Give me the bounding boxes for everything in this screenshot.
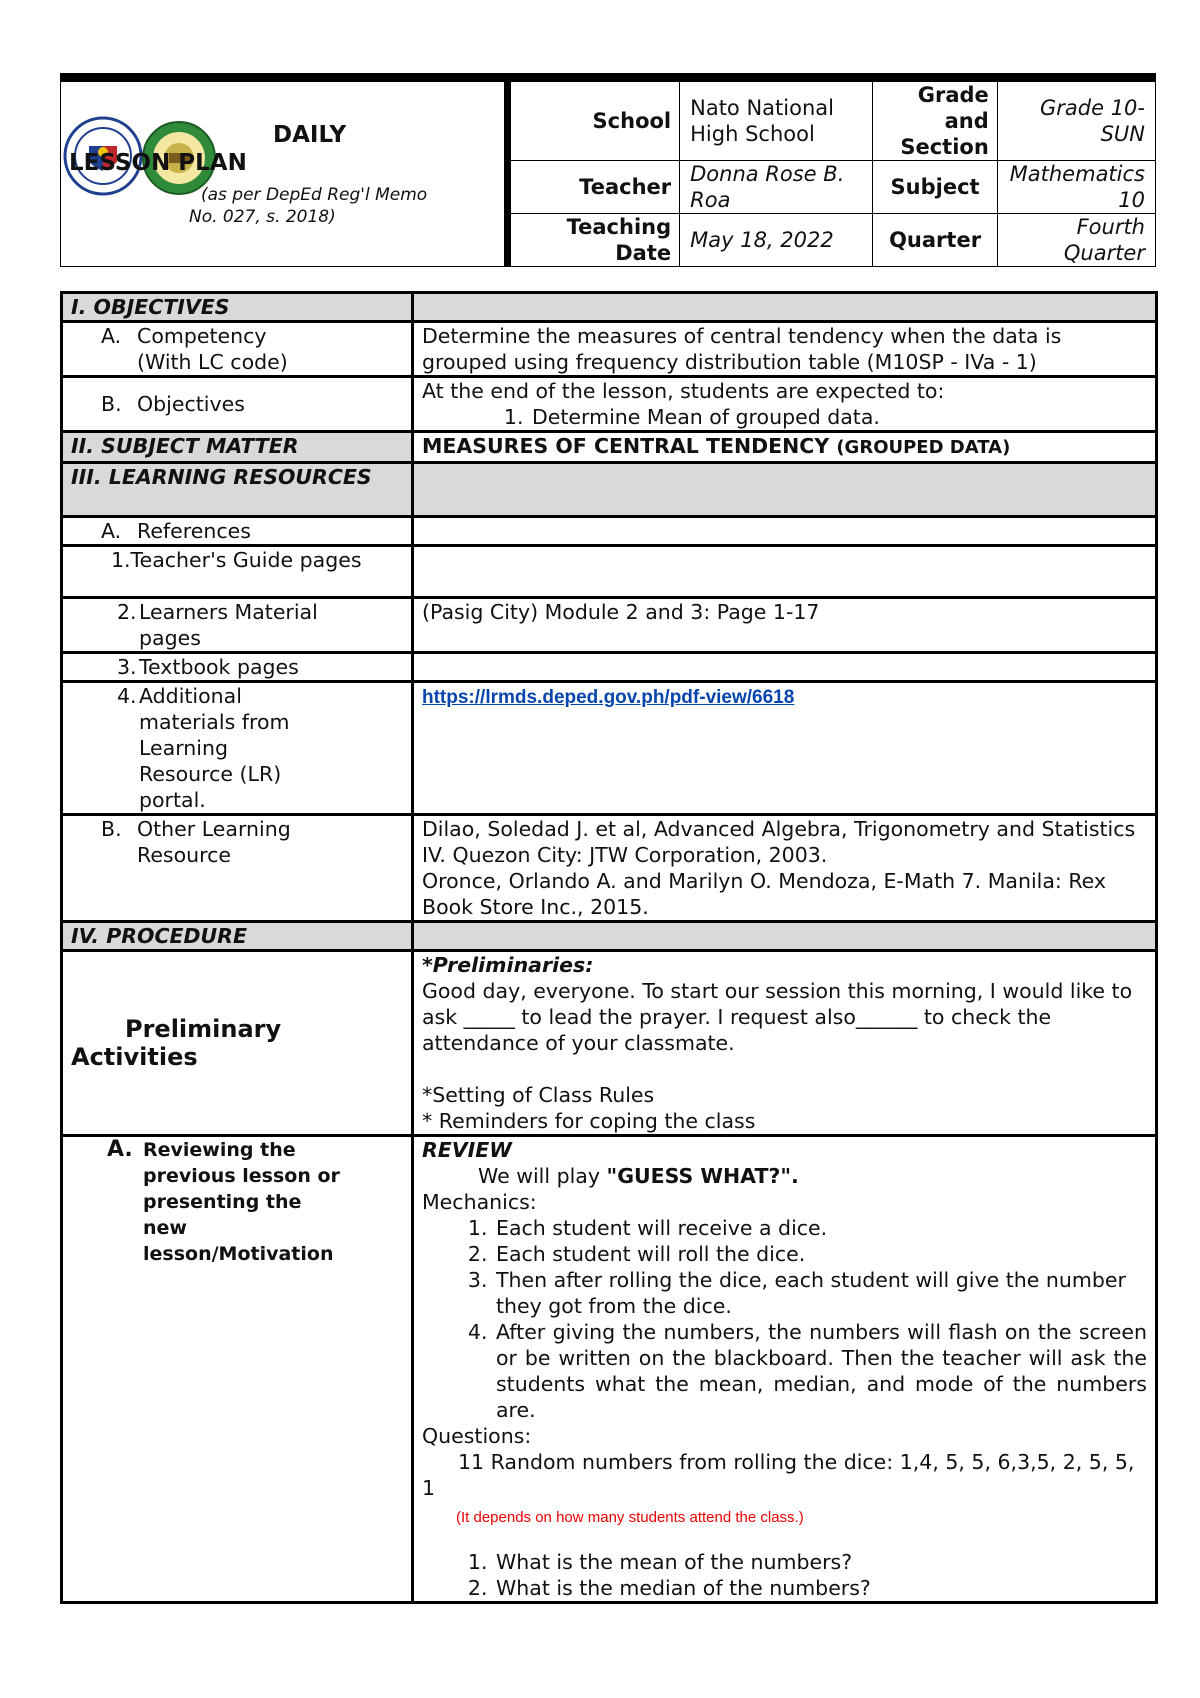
quarter-value: Fourth Quarter xyxy=(997,214,1155,267)
subject-value: Mathematics 10 xyxy=(997,161,1155,214)
memo-line2: No. 027, s. 2018) xyxy=(189,207,336,227)
competency-label: Competency (With LC code) xyxy=(137,324,288,374)
resources-heading: III. LEARNING RESOURCES xyxy=(62,463,413,517)
lr-portal-link[interactable]: https://lrmds.deped.gov.ph/pdf-view/6618 xyxy=(422,687,795,708)
am-marker: 4. xyxy=(117,684,137,708)
objectives-heading: I. OBJECTIVES xyxy=(62,293,413,322)
objectives-heading-fill xyxy=(413,293,1157,322)
header-table xyxy=(60,73,1156,267)
date-value: May 18, 2022 xyxy=(680,214,873,267)
tb-marker: 3. xyxy=(117,655,137,679)
objectives-marker: B. xyxy=(101,392,122,416)
tg-label: 1.Teacher's Guide pages xyxy=(62,546,413,598)
other-ref-1: Dilao, Soledad J. et al, Advanced Algebra, Trigonometry and Statistics IV. Quezon City: JTW Corporation, 2003. xyxy=(422,817,1136,867)
grade-label: Grade and Section xyxy=(873,78,997,161)
question-item: 2. What is the median of the numbers? xyxy=(494,1575,1147,1601)
other-label-cell xyxy=(62,815,413,922)
competency-text: Determine the measures of central tendency when the data is grouped using frequency distribution table (M10SP - IVa - 1) xyxy=(413,322,1157,377)
tg-value xyxy=(413,546,1157,598)
review-title: REVIEW xyxy=(422,1138,512,1162)
other-label: Other Learning Resource xyxy=(137,817,291,867)
lm-value: (Pasig City) Module 2 and 3: Page 1-17 xyxy=(413,598,1157,653)
school-value: Nato National High School xyxy=(680,78,873,161)
prelim-rules: *Setting of Class Rules xyxy=(422,1083,655,1107)
review-play: We will play "GUESS WHAT?". xyxy=(478,1164,799,1188)
review-label: Reviewing the previous lesson or presenting the new lesson/Motivation xyxy=(143,1139,340,1265)
procedure-heading: IV. PROCEDURE xyxy=(62,922,413,951)
question-item: 1. What is the mean of the numbers? xyxy=(494,1549,1147,1575)
other-ref-2: Oronce, Orlando A. and Marilyn O. Mendoza, E-Math 7. Manila: Rex Book Store Inc., 2015. xyxy=(422,869,1107,919)
procedure-heading-fill xyxy=(413,922,1157,951)
review-marker: A. xyxy=(107,1137,133,1162)
competency-marker: A. xyxy=(101,324,122,348)
tb-label-cell xyxy=(62,653,413,682)
title-line2: LESSON PLAN xyxy=(69,150,247,176)
references-label-cell xyxy=(62,517,413,546)
review-cell xyxy=(413,1136,1157,1603)
school-label: School xyxy=(511,78,680,161)
date-label: Teaching Date xyxy=(511,214,680,267)
prelim-label-cell xyxy=(62,951,413,1136)
random-numbers: 11 Random numbers from rolling the dice: 1,4, 5, 5, 6,3,5, 2, 5, 5, 1 xyxy=(422,1450,1135,1500)
tb-value xyxy=(413,653,1157,682)
resources-heading-fill xyxy=(413,463,1157,517)
references-label: References xyxy=(137,519,251,543)
grade-value: Grade 10-SUN xyxy=(997,78,1155,161)
other-value-cell xyxy=(413,815,1157,922)
title-cell xyxy=(61,78,508,267)
subject-matter-heading: II. SUBJECT MATTER xyxy=(62,432,413,463)
am-label-cell xyxy=(62,682,413,815)
tb-label: Textbook pages xyxy=(139,655,299,679)
lesson-table xyxy=(60,291,1158,1604)
prelim-reminders: * Reminders for coping the class xyxy=(422,1109,756,1133)
teacher-value: Donna Rose B. Roa xyxy=(680,161,873,214)
lm-label: Learners Material pages xyxy=(139,600,318,650)
quarter-label: Quarter xyxy=(873,214,997,267)
objective-item: 1. Determine Mean of grouped data. xyxy=(530,404,1147,430)
prelim-label: Preliminary Activities xyxy=(71,1015,282,1071)
other-marker: B. xyxy=(101,817,122,841)
subject-label: Subject xyxy=(873,161,997,214)
objectives-label: Objectives xyxy=(137,392,245,416)
references-marker: A. xyxy=(101,519,122,543)
review-label-cell xyxy=(62,1136,413,1603)
mechanic-item: 4. After giving the numbers, the numbers will flash on the screen or be written on the blackboard. Then the teacher will ask the students what the mean, median, and mode of the numbers are. xyxy=(494,1319,1147,1423)
objectives-cell xyxy=(413,377,1157,432)
objectives-intro: At the end of the lesson, students are expected to: xyxy=(422,379,945,403)
mechanics-label: Mechanics: xyxy=(422,1190,537,1214)
competency-label-cell xyxy=(62,322,413,377)
mechanic-item: 1. Each student will receive a dice. xyxy=(494,1215,1147,1241)
title-line1: DAILY xyxy=(273,122,347,148)
lm-label-cell xyxy=(62,598,413,653)
mechanic-item: 3. Then after rolling the dice, each student will give the number they got from the dice. xyxy=(494,1267,1147,1319)
teacher-label: Teacher xyxy=(511,161,680,214)
lm-marker: 2. xyxy=(117,600,137,624)
mechanic-item: 2. Each student will roll the dice. xyxy=(494,1241,1147,1267)
am-label: Additional materials from Learning Resource (LR) portal. xyxy=(139,684,290,812)
am-value-cell xyxy=(413,682,1157,815)
references-value xyxy=(413,517,1157,546)
questions-label: Questions: xyxy=(422,1424,532,1448)
prelim-text: Good day, everyone. To start our session this morning, I would like to ask _____ to lead the prayer. I request also______ to check the attendance of your classmate. xyxy=(422,979,1133,1055)
prelim-title: *Preliminaries: xyxy=(422,953,594,977)
memo-line1: (as per DepEd Reg'l Memo xyxy=(201,185,428,205)
subject-matter-value: MEASURES OF CENTRAL TENDENCY (GROUPED DATA) xyxy=(413,432,1157,463)
attendance-note: (It depends on how many students attend the class.) xyxy=(456,1509,804,1526)
prelim-cell xyxy=(413,951,1157,1136)
objectives-label-cell xyxy=(62,377,413,432)
